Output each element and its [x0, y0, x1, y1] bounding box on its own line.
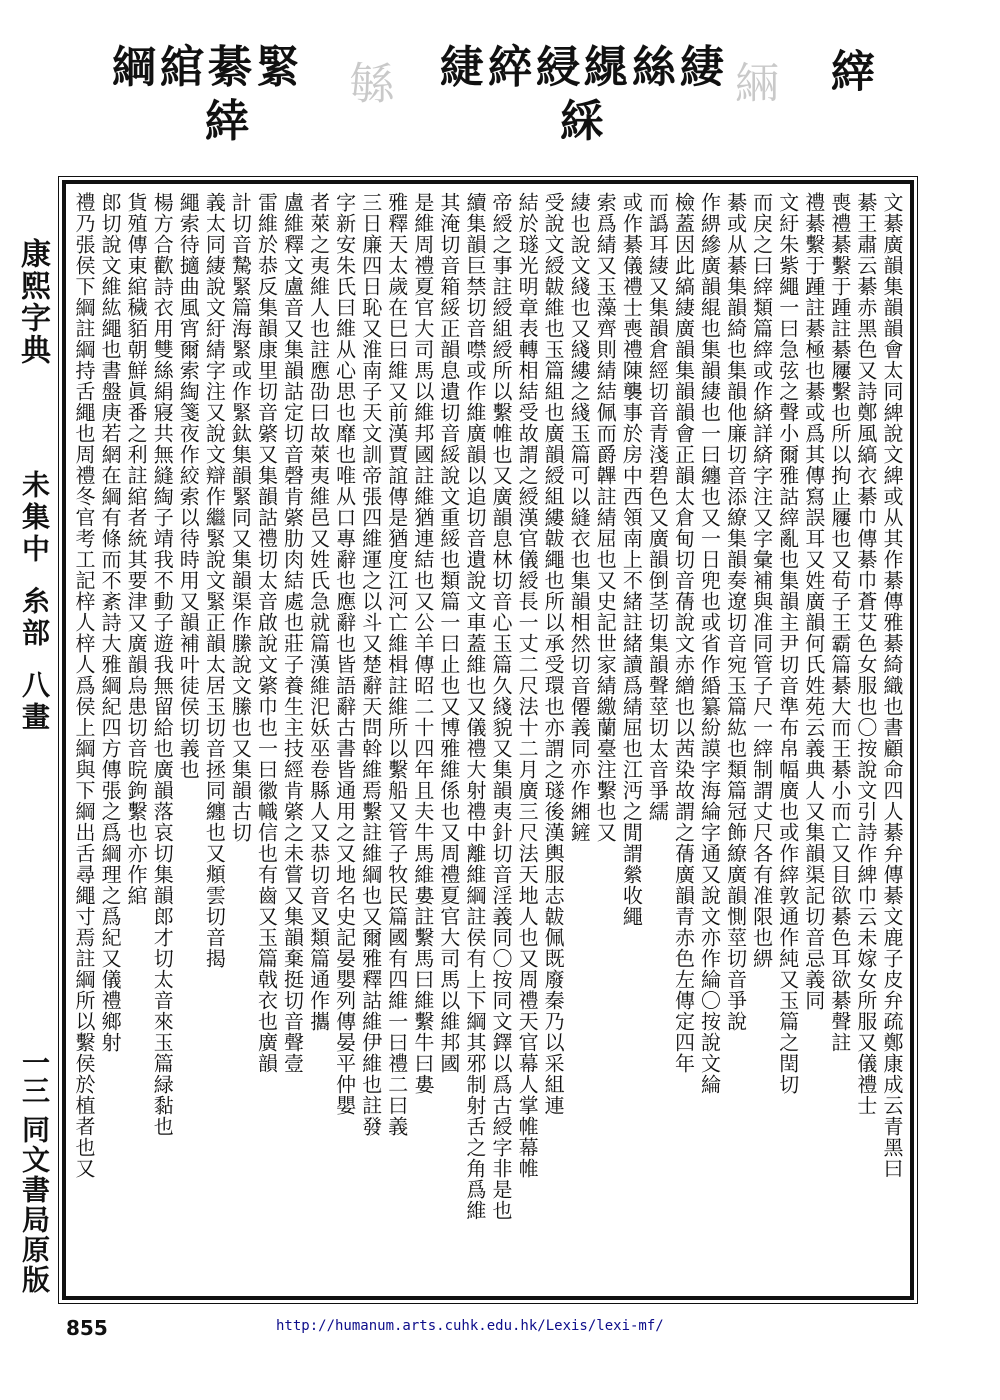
seal-glyph-right: 縡	[823, 48, 874, 96]
seal-glyph-left-sub: 緈	[205, 96, 253, 147]
text-column: 而譌耳緀又集韻倉經切音青淺碧色又廣韻倒茎切集韻聲莖切太音爭繻	[645, 192, 670, 822]
text-column: 者萊之夷維人也註應劭曰故萊夷維邑又姓氏急就篇漢維汜妖巫卷縣人又恭切音叉類篇通作攜	[306, 192, 331, 1032]
text-column: 檢蓋因此縞緀廣韻集韻韻會正韻太倉甸切音蒨說文赤繒也以茜染故謂之蒨廣韻青赤色左傳定四年	[671, 192, 696, 1074]
source-url-link[interactable]: http://humanum.arts.cuhk.edu.hk/Lexis/lexi-mf/	[276, 1318, 664, 1334]
seal-glyphs-middle: 緁綷綅繉絲緀	[440, 42, 728, 93]
side-page-number: 一三	[18, 1048, 51, 1104]
seal-heading-right	[823, 48, 874, 188]
text-column: 其淹切音箱綏正韻息遺切音綏說文重綏也類篇一曰止也又博雅維係也又周禮夏官大司馬以維邦國	[436, 192, 461, 1074]
text-column: 緀也說文綫也又綫縷之綫玉篇可以縫衣也集韻相然切音僊義同亦作緗鏟	[567, 192, 592, 843]
text-column: 受說文綬韍維也玉篇組也廣韻綬組縷韍繩也所以承受環也亦謂之璲後漢輿服志韍佩既廢秦乃以采組連	[541, 192, 566, 1116]
volume-label	[14, 470, 54, 734]
text-column: 綦王肅云綦赤黑色又詩鄭風縞衣綦巾傳綦巾蒼艾色女服也〇按說文引詩作綼巾云未嫁女所服又儀禮士	[853, 192, 878, 1116]
text-column: 帝綬之事註綬組綬所以繫帷也又廣韻息林切音心玉篇久綫貌又集韻夷針切音淫義同〇按同文鐸以爲古綬字非是也	[489, 192, 513, 1221]
text-column: 作綥縿廣韻緄也集韻緀也一曰纏也又一日兜也或省作緍纂紛謨字海綸字通又說文亦作綸〇按說文綸	[697, 192, 722, 1095]
text-column: 字新安朱氏曰維从心思也靡也唯从口專辭也應辭也皆語辭古書皆通用之又地名史記晏嬰列傳晏平仲嬰	[332, 192, 357, 1116]
text-column: 貨殖傳東綰穢貊朝鮮眞番之利註綰者統其要津又廣韻烏患切音晥鉤繫也亦作綰	[124, 192, 149, 906]
text-column: 或作綦儀禮士喪禮陳襲事於房中西領南上不緒註緒讀爲綪屈也江沔之閒謂縈收繩	[619, 192, 644, 927]
page-number: 855	[66, 1316, 108, 1340]
text-column: 三日廉四日恥又淮南子天文訓帝張四維運之以斗又楚辭天問斡維焉繫註維綱也又爾雅釋詁維伊維也註發	[358, 192, 383, 1137]
text-column: 而戾之曰縡類篇縡或作緕詳緕字注又字彙補與准同管子尺一縡制謂丈尺各有准限也綥	[749, 192, 774, 969]
seal-heading-faint-a	[342, 60, 393, 200]
text-column: 繩索待擿曲風宵爾索綯箋夜作絞索以待時用又韻補叶徒侯切義也	[176, 192, 201, 780]
stroke-count: 八畫	[18, 670, 51, 734]
text-column: 禮綦繫于踵註綦極也綦或爲其傳寫誤耳又姓廣韻何氏姓苑云義典人又集韻渠記切音忌義同	[801, 192, 826, 1011]
text-column: 喪禮綦繫于踵註綦屨繫也所以拘止屨也又荀子王霸篇綦大而王綦小而亡又目欲綦色耳欲綦聲註	[827, 192, 852, 1053]
text-column: 索爲綪又玉藻齊則綪結佩而爵韠註綪屈也又史記世家綪繳蘭臺注繫也又	[593, 192, 618, 843]
seal-glyphs-left: 綱綰綦緊	[112, 42, 304, 93]
dictionary-text-frame	[62, 180, 914, 1300]
seal-glyph-middle-sub: 綵	[560, 96, 608, 147]
text-column: 雷維於恭反集韻康里切音綮又集韻詁禮切太音啟說文綮巾也一曰徽幟信也有齒又玉篇戟衣也廣韻	[254, 192, 279, 1074]
text-column: 郎切說文維紘繩也書盤庚若網在綱有條而不紊詩大雅綱紀四方傳張之爲綱理之爲紀又儀禮鄉射	[98, 192, 123, 1053]
text-column: 楊方合歡詩衣用雙絲絹寢共無縫綯子靖我不動子遊我無留給也廣韻落哀切集韻郎才切太音來玉篇緑黏也	[150, 192, 175, 1137]
text-column: 結於璲光明章表轉相結受故謂之綬漢官儀綬長一丈二尺法十二月廣三尺法天地人也又周禮天官幕人掌帷幕帷	[515, 192, 540, 1179]
book-title: 康熙字典	[15, 238, 50, 366]
publisher-label: 同文書局原版	[18, 1115, 51, 1295]
seal-heading-faint-b	[727, 60, 778, 200]
radical-name: 糸部	[18, 586, 51, 650]
text-column: 綦或从綦集韻綺也集韻他廉切音添繚集韻奏遼切音宛玉篇紘也類篇冠飾繚廣韻惻莖切音爭說	[723, 192, 748, 1032]
text-column: 是維周禮夏官大司馬以維邦國註維猶連結也又公羊傳昭二十四年且夫牛馬維婁註繫馬曰維繫牛曰婁	[410, 192, 435, 1095]
text-column: 文紆朱紫繩一曰急弦之聲小爾雅詁縡亂也集韻主尹切音準布帛幅廣也或作縡敦通作純又玉篇之閏切	[775, 192, 800, 1095]
seal-glyph-faint-a: 緐	[342, 60, 393, 108]
volume-name: 未集中	[18, 470, 51, 566]
text-column: 禮乃張侯下綱註綱持舌繩也周禮冬官考工記梓人梓人爲侯上綱與下綱出舌尋繩寸焉註綱所以繫侯於植者也又	[72, 192, 96, 1179]
seal-glyph-faint-b: 緉	[727, 60, 778, 108]
text-column: 義太同緀說文紆綪字注又說文辯作繼緊說文緊正韻太居玉切音拯同纏也又頫雲切音揭	[202, 192, 227, 969]
text-column: 文綦廣韻集韻韻會太同綼說文綼或从其作綦傳雅綦綺織也書顧命四人綦弁傳綦文鹿子皮弁疏鄭康成云青黑曰	[879, 192, 904, 1179]
text-columns	[72, 192, 904, 1288]
text-column: 盧維釋文盧音又集韻詁定切音磬肯綮肋肉結處也莊子養生主技經肯綮之未嘗又集韻棄挺切音聲壹	[280, 192, 305, 1074]
text-column: 雅釋天太歲在巳曰維又前漢賈誼傳是猶度江河亡維楫註維所以繫船又管子牧民篇國有四維一曰禮二曰義	[384, 192, 409, 1137]
text-column: 計切音騺緊篇海緊或作緊鈦集韻緊同又集韻渠作縢說文縢也又集韻古切	[228, 192, 253, 843]
text-column: 續集韻巨禁切音噤或作維廣韻以追切音遺說文車蓋維也又儀禮大射禮中離維綱註侯有上下綱其邪制射舌之角爲維	[462, 192, 487, 1221]
